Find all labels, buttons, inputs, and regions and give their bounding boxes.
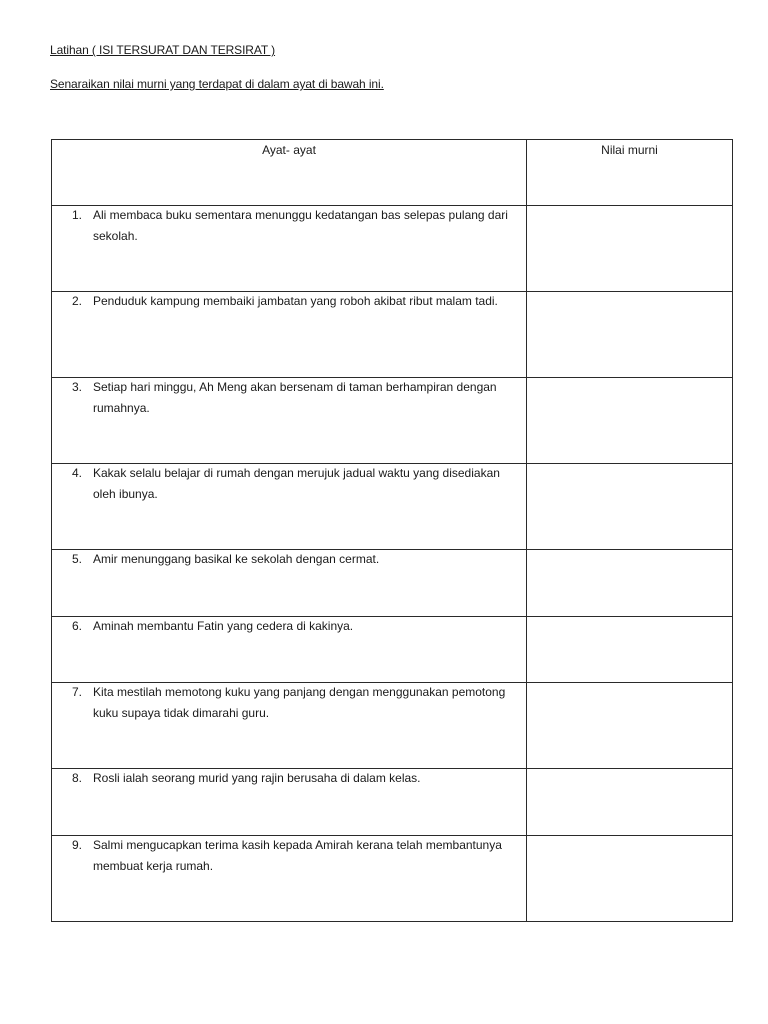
row-number: 5. (71, 552, 82, 566)
table-row (52, 769, 733, 836)
row-number: 1. (71, 208, 82, 222)
table-row (52, 206, 733, 292)
row-number: 8. (71, 771, 82, 785)
sentence-cell (52, 378, 527, 464)
sentence-cell (52, 836, 527, 922)
table-row (52, 292, 733, 378)
sentence-text: Setiap hari minggu, Ah Meng akan bersenam di taman berhampiran dengan rumahnya. (93, 380, 497, 415)
sentence-text: Penduduk kampung membaiki jambatan yang roboh akibat ribut malam tadi. (93, 294, 498, 308)
answer-cell[interactable] (527, 550, 733, 617)
table-row (52, 836, 733, 922)
sentence-text: Kita mestilah memotong kuku yang panjang dengan menggunakan pemotong kuku supaya tidak dimarahi guru. (93, 685, 506, 720)
table-row (52, 683, 733, 769)
sentence-text: Aminah membantu Fatin yang cedera di kakinya. (93, 619, 354, 633)
exercise-table (51, 139, 733, 922)
answer-cell[interactable] (527, 378, 733, 464)
sentence-text: Kakak selalu belajar di rumah dengan merujuk jadual waktu yang disediakan oleh ibunya. (93, 466, 500, 501)
worksheet-title: Latihan ( ISI TERSURAT DAN TERSIRAT ) (50, 43, 276, 57)
answer-cell[interactable] (527, 206, 733, 292)
sentence-cell (52, 550, 527, 617)
answer-cell[interactable] (527, 836, 733, 922)
sentence-text: Salmi mengucapkan terima kasih kepada Amirah kerana telah membantunya membuat kerja rumah. (93, 838, 502, 873)
answer-cell[interactable] (527, 617, 733, 683)
answer-cell[interactable] (527, 769, 733, 836)
row-number: 2. (71, 294, 82, 308)
table-row (52, 617, 733, 683)
row-number: 3. (71, 380, 82, 394)
sentence-cell (52, 464, 527, 550)
sentence-text: Ali membaca buku sementara menunggu kedatangan bas selepas pulang dari sekolah. (93, 208, 508, 243)
table-row (52, 550, 733, 617)
header-moral-values: Nilai murni (527, 140, 733, 206)
answer-cell[interactable] (527, 464, 733, 550)
sentence-cell (52, 206, 527, 292)
table-row (52, 464, 733, 550)
answer-cell[interactable] (527, 292, 733, 378)
row-number: 7. (71, 685, 82, 699)
sentence-cell (52, 683, 527, 769)
sentence-text: Rosli ialah seorang murid yang rajin berusaha di dalam kelas. (93, 771, 421, 785)
header-sentences: Ayat- ayat (52, 140, 527, 206)
worksheet-instruction: Senaraikan nilai murni yang terdapat di dalam ayat di bawah ini. (50, 77, 384, 91)
sentence-cell (52, 617, 527, 683)
sentence-cell (52, 769, 527, 836)
table-row (52, 378, 733, 464)
table-header-row (52, 140, 733, 206)
row-number: 4. (71, 466, 82, 480)
sentence-text: Amir menunggang basikal ke sekolah dengan cermat. (93, 552, 380, 566)
row-number: 9. (71, 838, 82, 852)
answer-cell[interactable] (527, 683, 733, 769)
row-number: 6. (71, 619, 82, 633)
sentence-cell (52, 292, 527, 378)
